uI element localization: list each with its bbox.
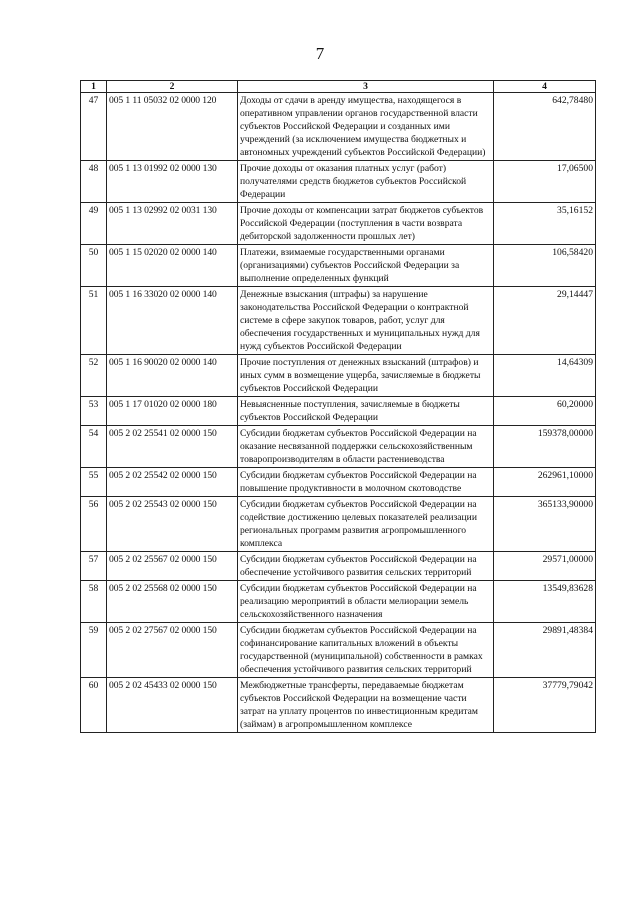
revenue-name: Прочие поступления от денежных взысканий (штрафов) и иных сумм в возмещение ущерба, зачисляемые в бюджеты субъектов Российской Федерации (238, 355, 494, 397)
budget-code: 005 1 15 02020 02 0000 140 (107, 245, 238, 287)
row-number: 56 (81, 497, 107, 552)
row-number: 47 (81, 93, 107, 161)
table-row (81, 397, 596, 426)
amount-value: 17,06500 (494, 161, 596, 203)
revenue-name: Субсидии бюджетам субъектов Российской Федерации на содействие достижению целевых показателей реализации региональных программ развития агропромышленного комплекса (238, 497, 494, 552)
row-number: 50 (81, 245, 107, 287)
page-number: 7 (315, 44, 325, 63)
revenue-name: Субсидии бюджетам субъектов Российской Федерации на реализацию мероприятий в области мелиорации земель сельскохозяйственного назначения (238, 581, 494, 623)
column-header: 2 (107, 81, 238, 93)
revenue-name: Субсидии бюджетам субъектов Российской Федерации на оказание несвязанной поддержки сельскохозяйственным товаропроизводителям в области растениеводства (238, 426, 494, 468)
column-header: 1 (81, 81, 107, 93)
budget-code: 005 2 02 25568 02 0000 150 (107, 581, 238, 623)
budget-code: 005 2 02 25543 02 0000 150 (107, 497, 238, 552)
amount-value: 13549,83628 (494, 581, 596, 623)
amount-value: 159378,00000 (494, 426, 596, 468)
row-number: 53 (81, 397, 107, 426)
amount-value: 60,20000 (494, 397, 596, 426)
row-number: 52 (81, 355, 107, 397)
amount-value: 262961,10000 (494, 468, 596, 497)
table-row (81, 468, 596, 497)
table-row (81, 623, 596, 678)
amount-value: 106,58420 (494, 245, 596, 287)
revenue-name: Субсидии бюджетам субъектов Российской Федерации на повышение продуктивности в молочном скотоводстве (238, 468, 494, 497)
table-row (81, 552, 596, 581)
table-header-row (81, 81, 596, 93)
amount-value: 642,78480 (494, 93, 596, 161)
amount-value: 35,16152 (494, 203, 596, 245)
row-number: 58 (81, 581, 107, 623)
table-row (81, 161, 596, 203)
revenue-table (80, 80, 596, 733)
budget-code: 005 2 02 25542 02 0000 150 (107, 468, 238, 497)
amount-value: 29891,48384 (494, 623, 596, 678)
row-number: 51 (81, 287, 107, 355)
budget-code: 005 1 13 02992 02 0031 130 (107, 203, 238, 245)
row-number: 54 (81, 426, 107, 468)
table-row (81, 678, 596, 733)
amount-value: 29,14447 (494, 287, 596, 355)
revenue-name: Платежи, взимаемые государственными органами (организациями) субъектов Российской Федерации за выполнение определенных функций (238, 245, 494, 287)
budget-code: 005 1 17 01020 02 0000 180 (107, 397, 238, 426)
amount-value: 37779,79042 (494, 678, 596, 733)
revenue-name: Денежные взыскания (штрафы) за нарушение законодательства Российской Федерации о контрактной системе в сфере закупок товаров, работ, услуг для обеспечения государственных и муниципальных нужд для нужд субъектов Российской Федерации (238, 287, 494, 355)
row-number: 57 (81, 552, 107, 581)
table-row (81, 426, 596, 468)
table-row (81, 287, 596, 355)
revenue-name: Межбюджетные трансферты, передаваемые бюджетам субъектов Российской Федерации на возмещение части затрат на уплату процентов по инвестиционным кредитам (займам) в агропромышленном комплексе (238, 678, 494, 733)
table-row (81, 497, 596, 552)
budget-code: 005 2 02 25567 02 0000 150 (107, 552, 238, 581)
table-body (81, 93, 596, 733)
table-row (81, 203, 596, 245)
table-row (81, 93, 596, 161)
table-row (81, 245, 596, 287)
table-row (81, 355, 596, 397)
budget-code: 005 1 16 33020 02 0000 140 (107, 287, 238, 355)
column-header: 4 (494, 81, 596, 93)
revenue-name: Субсидии бюджетам субъектов Российской Федерации на софинансирование капитальных вложений в объекты государственной (муниципальной) собственности в рамках обеспечения устойчивого развития сельских территорий (238, 623, 494, 678)
amount-value: 29571,00000 (494, 552, 596, 581)
row-number: 60 (81, 678, 107, 733)
row-number: 48 (81, 161, 107, 203)
revenue-name: Доходы от сдачи в аренду имущества, находящегося в оперативном управлении органов государственной власти субъектов Российской Федерации и созданных ими учреждений (за исключением имущества бюджетных и автономных учреждений субъектов Российской Федерации) (238, 93, 494, 161)
row-number: 59 (81, 623, 107, 678)
revenue-name: Невыясненные поступления, зачисляемые в бюджеты субъектов Российской Федерации (238, 397, 494, 426)
column-header: 3 (238, 81, 494, 93)
budget-code: 005 2 02 45433 02 0000 150 (107, 678, 238, 733)
amount-value: 14,64309 (494, 355, 596, 397)
revenue-name: Прочие доходы от компенсации затрат бюджетов субъектов Российской Федерации (поступления в части возврата дебиторской задолженности прошлых лет) (238, 203, 494, 245)
row-number: 55 (81, 468, 107, 497)
table-row (81, 581, 596, 623)
row-number: 49 (81, 203, 107, 245)
budget-code: 005 2 02 25541 02 0000 150 (107, 426, 238, 468)
budget-code: 005 2 02 27567 02 0000 150 (107, 623, 238, 678)
amount-value: 365133,90000 (494, 497, 596, 552)
revenue-name: Субсидии бюджетам субъектов Российской Федерации на обеспечение устойчивого развития сельских территорий (238, 552, 494, 581)
budget-code: 005 1 13 01992 02 0000 130 (107, 161, 238, 203)
revenue-name: Прочие доходы от оказания платных услуг (работ) получателями средств бюджетов субъектов Российской Федерации (238, 161, 494, 203)
budget-code: 005 1 11 05032 02 0000 120 (107, 93, 238, 161)
budget-code: 005 1 16 90020 02 0000 140 (107, 355, 238, 397)
